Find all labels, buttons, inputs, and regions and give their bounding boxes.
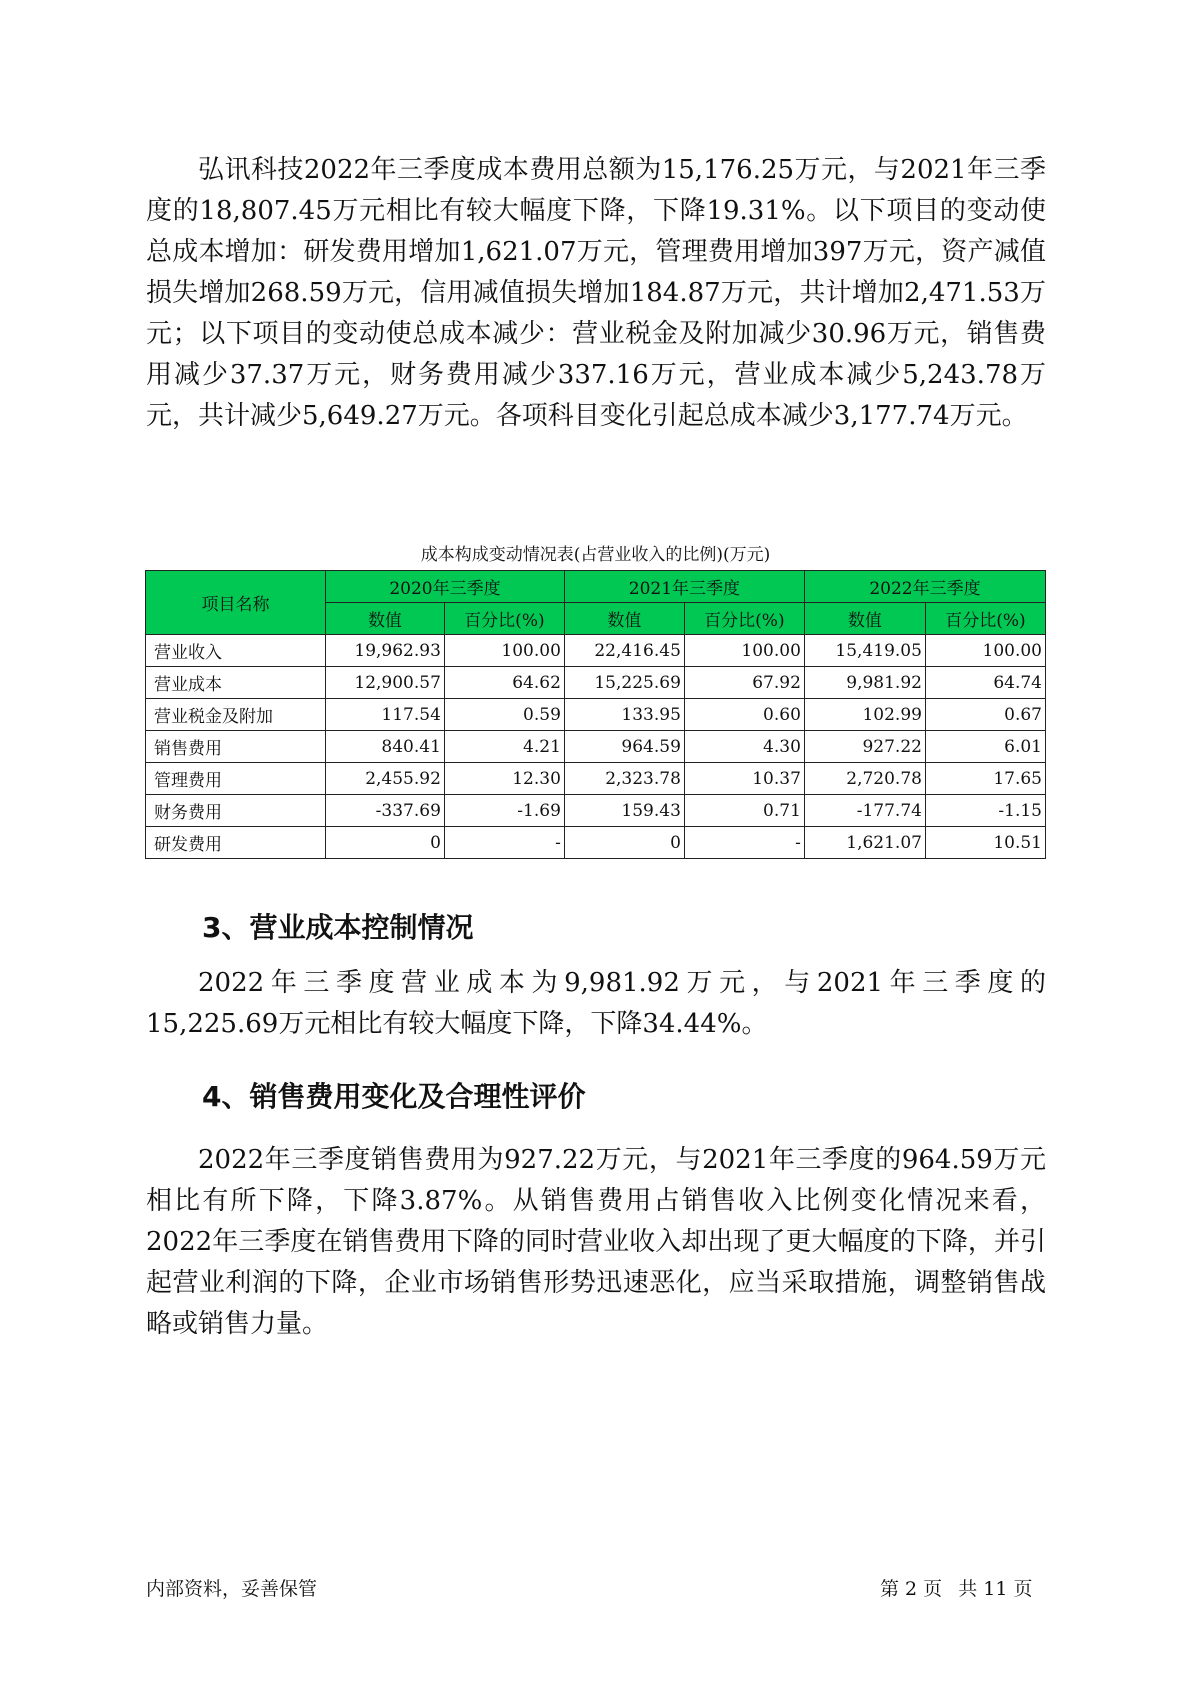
cell: 15,419.05 [804,635,925,667]
cell: 117.54 [325,699,444,731]
cell: 12,900.57 [325,667,444,699]
section-heading-cost-control: 3、营业成本控制情况 [202,911,474,944]
period-header-2020: 2020年三季度 [325,571,564,603]
cell: 2,720.78 [804,763,925,795]
cell: -177.74 [804,795,925,827]
item-name-header: 项目名称 [146,571,326,635]
cell: 0 [325,827,444,859]
cell: 1,621.07 [804,827,925,859]
value-header: 数值 [804,603,925,635]
table-caption: 成本构成变动情况表(占营业收入的比例)(万元) [420,545,771,565]
page-label: 第 2 页 [880,1578,943,1600]
cell: 0.59 [444,699,564,731]
cell: 927.22 [804,731,925,763]
cell: 9,981.92 [804,667,925,699]
table-row [146,731,1046,763]
cell: 12.30 [444,763,564,795]
intro-paragraph: 弘讯科技2022年三季度成本费用总额为15,176.25万元，与2021年三季度的18,807.45万元相比有较大幅度下降，下降19.31%。以下项目的变动使总成本增加：研发费用增加1,621.07万元，管理费用增加397万元，资产减值损失增加268.59万元，信用减值损失增加184.87万元，共计增加2,471.53万元；以下项目的变动使总成本减少：营业税金及附加减少30.96万元，销售费用减少37.37万元，财务费用减少337.16万元，营业成本减少5,243.78万元，共计减少5,649.27万元。各项科目变化引起总成本减少3,177.74万元。 [146,155,1046,431]
cell: 10.51 [925,827,1045,859]
cell: 2,323.78 [564,763,684,795]
table-row [146,699,1046,731]
cell: 64.74 [925,667,1045,699]
pct-header: 百分比(%) [684,603,804,635]
period-header-2022: 2022年三季度 [804,571,1045,603]
sales-expense-paragraph: 2022年三季度销售费用为927.22万元，与2021年三季度的964.59万元相比有所下降，下降3.87%。从销售费用占销售收入比例变化情况来看，2022年三季度在销售费用下降的同时营业收入却出现了更大幅度的下降，并引起营业利润的下降，企业市场销售形势迅速恶化，应当采取措施，调整销售战略或销售力量。 [146,1145,1046,1339]
cell: 100.00 [444,635,564,667]
cell: -337.69 [325,795,444,827]
cost-structure-table [145,570,1046,859]
cell: 159.43 [564,795,684,827]
cell: 10.37 [684,763,804,795]
cell: - [684,827,804,859]
row-name: 销售费用 [146,731,326,763]
cell: 0.67 [925,699,1045,731]
cell: 100.00 [925,635,1045,667]
cell: 6.01 [925,731,1045,763]
cell: 4.30 [684,731,804,763]
table-row [146,795,1046,827]
value-header: 数值 [325,603,444,635]
table-row [146,635,1046,667]
row-name: 营业成本 [146,667,326,699]
cost-control-paragraph: 2022年三季度营业成本为9,981.92万元，与2021年三季度的15,225.69万元相比有较大幅度下降，下降34.44%。 [146,968,1046,1039]
row-name: 营业税金及附加 [146,699,326,731]
value-header: 数值 [564,603,684,635]
cell: 0.71 [684,795,804,827]
cell: 0 [564,827,684,859]
cell: 133.95 [564,699,684,731]
row-name: 营业收入 [146,635,326,667]
table-row [146,667,1046,699]
table-row [146,763,1046,795]
pct-header: 百分比(%) [444,603,564,635]
cell: 102.99 [804,699,925,731]
cell: 4.21 [444,731,564,763]
cell: 64.62 [444,667,564,699]
cell: 22,416.45 [564,635,684,667]
cell: -1.69 [444,795,564,827]
cell: - [444,827,564,859]
cell: 19,962.93 [325,635,444,667]
table-row [146,827,1046,859]
cell: -1.15 [925,795,1045,827]
cell: 0.60 [684,699,804,731]
footer-confidential-note: 内部资料，妥善保管 [146,1578,318,1600]
cell: 840.41 [325,731,444,763]
table-header-row [146,571,1046,603]
footer-page-number [880,1574,1042,1601]
cell: 964.59 [564,731,684,763]
cell: 17.65 [925,763,1045,795]
row-name: 研发费用 [146,827,326,859]
cell: 15,225.69 [564,667,684,699]
cell: 100.00 [684,635,804,667]
row-name: 管理费用 [146,763,326,795]
cell: 67.92 [684,667,804,699]
period-header-2021: 2021年三季度 [564,571,804,603]
section-heading-sales-expense: 4、销售费用变化及合理性评价 [202,1080,586,1113]
row-name: 财务费用 [146,795,326,827]
cell: 2,455.92 [325,763,444,795]
total-pages-label: 共 11 页 [958,1578,1033,1600]
pct-header: 百分比(%) [925,603,1045,635]
